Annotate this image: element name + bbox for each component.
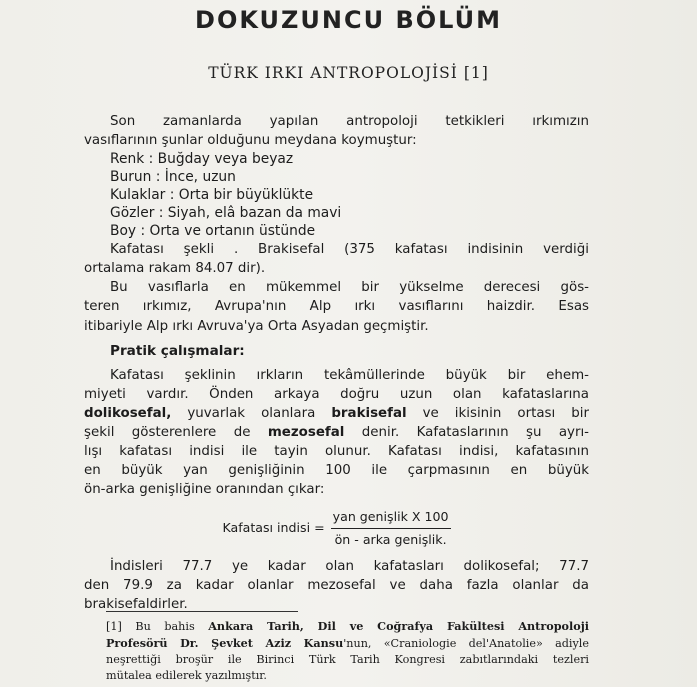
- alpine-line-2: teren ırkımız, Avrupa'nın Alp ırkı vasıflarını haizdir. Esas: [84, 299, 589, 315]
- formula-denominator: ön - arka genişlik.: [334, 531, 447, 547]
- trait-height: Boy : Orta ve ortanın üstünde: [110, 223, 316, 240]
- dolichocephalic-term: dolikosefal,: [84, 405, 172, 421]
- intro-line-1: Son zamanlarda yapılan antropoloji tetkikleri ırkımızın: [110, 114, 589, 129]
- practical-line-4-start: şekil gösterenlere de: [84, 425, 268, 441]
- indices-line-1: İndisleri 77.7 ye kadar olan kafatasları dolikosefal; 77.7: [110, 558, 589, 574]
- intro-line-2: vasıflarının şunlar olduğunu meydana koymuştur:: [84, 133, 417, 149]
- indices-line-3: brakisefaldirler.: [84, 596, 188, 612]
- formula-fraction: [331, 507, 451, 548]
- alpine-line-1: Bu vasıflarla en mükemmel bir yükselme derecesi gös-: [110, 280, 589, 296]
- trait-ears: Kulaklar : Orta bir büyüklükte: [110, 187, 314, 204]
- footnote-line-1-bold: Ankara Tarih, Dil ve Coğrafya Fakültesi Antropoloji: [208, 619, 589, 633]
- formula-numerator: yan genişlik X 100: [331, 507, 451, 528]
- footnote-line-2-end: 'nun, «Craniologie del'Anatolie» adiyle: [343, 637, 589, 650]
- skull-line-1: Kafatası şekli . Brakisefal (375 kafatası indisinin verdiği: [110, 242, 589, 258]
- section-title: TÜRK IRKI ANTROPOLOJİSİ [1]: [208, 64, 489, 82]
- skull-line-2: ortalama rakam 84.07 dir).: [84, 261, 266, 277]
- chapter-heading: DOKUZUNCU BÖLÜM: [195, 6, 502, 34]
- footnote: [106, 618, 589, 684]
- formula-label: Kafatası indisi =: [222, 520, 325, 536]
- mesocephalic-term: mezosefal: [267, 425, 345, 441]
- practical-line-4-end: denir. Kafataslarının şu ayrı-: [344, 425, 590, 441]
- footnote-divider: [106, 611, 298, 612]
- practical-heading: Pratik çalışmalar:: [110, 342, 245, 359]
- indices-line-2: den 79.9 za kadar olanlar mezosefal ve daha fazla olanlar da: [84, 577, 589, 593]
- footnote-line-4: mütalea edilerek yazılmıştır.: [106, 669, 267, 682]
- alpine-line-3: itibariyle Alp ırkı Avruva'ya Orta Asyadan geçmiştir.: [84, 318, 429, 334]
- footnote-line-1: [106, 618, 589, 635]
- practical-line-3-mid: yuvarlak olanlara: [171, 405, 332, 421]
- footnote-author: Profesörü Dr. Şevket Aziz Kansu: [106, 636, 344, 650]
- brachycephalic-term: brakisefal: [331, 405, 407, 421]
- footnote-line-1-start: Bu bahis: [121, 620, 209, 633]
- practical-line-1: Kafatası şeklinin ırkların tekâmüllerinde büyük bir ehem-: [110, 367, 589, 383]
- practical-line-3: [84, 404, 589, 423]
- trait-color: Renk : Buğday veya beyaz: [110, 151, 294, 168]
- footnote-line-3: neşrettiği broşür ile Birinci Türk Tarih Kongresi zabıtlarındaki tezleri: [106, 653, 589, 666]
- practical-line-5: lışı kafatası indisi ile tayin olunur. Kafatası indisi, kafatasının: [84, 444, 589, 460]
- practical-line-6: en büyük yan genişliğinin 100 ile çarpmasının en büyük: [84, 463, 589, 479]
- trait-eyes: Gözler : Siyah, elâ bazan da mavi: [110, 205, 342, 222]
- practical-line-4: [84, 423, 589, 442]
- practical-line-7: ön-arka genişliğine oranından çıkar:: [84, 482, 325, 498]
- practical-line-2: miyeti vardır. Önden arkaya doğru uzun olan kafataslarına: [84, 386, 589, 402]
- footnote-marker: [1]: [106, 620, 122, 633]
- cranial-index-formula: [84, 507, 589, 548]
- body-text: [84, 112, 589, 614]
- footnote-line-2: [106, 635, 589, 652]
- practical-line-3-end: ve ikisinin ortası bir: [406, 405, 589, 421]
- trait-nose: Burun : İnce, uzun: [110, 169, 236, 186]
